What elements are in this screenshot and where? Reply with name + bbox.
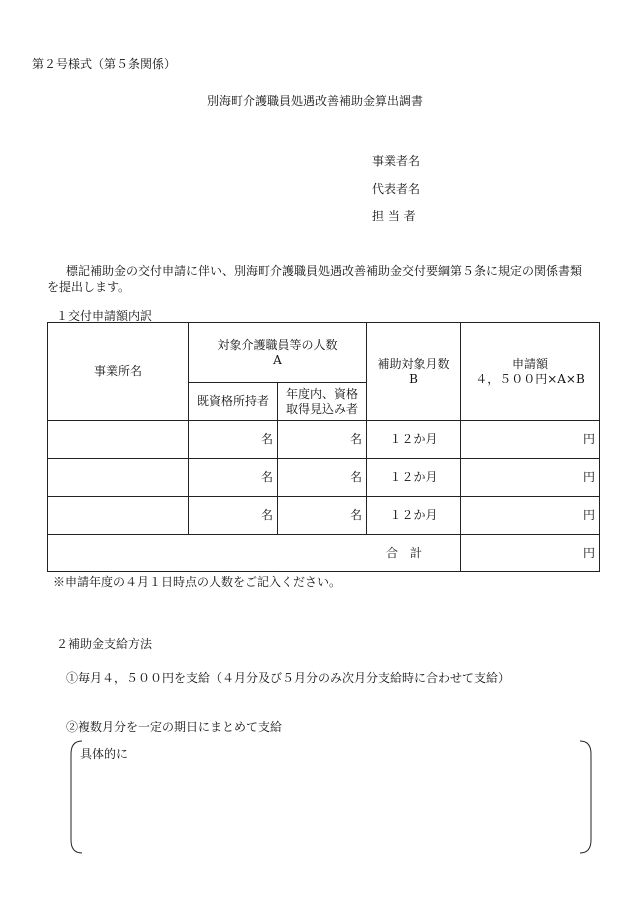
application-amount-table — [47, 322, 600, 572]
subheader-qualified: 既資格所持者 — [189, 383, 278, 421]
months-cell: １２か月 — [367, 497, 461, 535]
table-row — [48, 459, 600, 497]
document-title: 別海町介護職員処遇改善補助金算出調書 — [206, 94, 423, 108]
qualified-count-cell[interactable]: 名 — [189, 421, 278, 459]
representative-label: 代表者名 — [372, 182, 421, 196]
months-cell: １２か月 — [367, 459, 461, 497]
amount-cell[interactable]: 円 — [461, 497, 600, 535]
payment-option-2[interactable]: ②複数月分を一定の期日にまとめて支給 — [66, 720, 283, 734]
header-subsidy-months: 補助対象月数 B — [367, 323, 461, 421]
total-row — [48, 535, 600, 572]
header-office-name: 事業所名 — [48, 323, 189, 421]
expected-count-cell[interactable]: 名 — [278, 459, 367, 497]
total-amount-cell[interactable]: 円 — [461, 535, 600, 572]
intro-text-line1: 標記補助金の交付申請に伴い、別海町介護職員処遇改善補助金交付要綱第５条に規定の関係書類 — [66, 264, 583, 278]
intro-text-line2: を提出します。 — [47, 280, 131, 294]
qualified-count-cell[interactable]: 名 — [189, 459, 278, 497]
specifics-bracket-box[interactable] — [70, 740, 592, 854]
table-note: ※申請年度の４月１日時点の人数をご記入ください。 — [53, 575, 342, 589]
header-application-amount: 申請額 ４，５００円×A×B — [461, 323, 600, 421]
section1-title: １交付申請額内訳 — [56, 309, 153, 323]
office-name-cell[interactable] — [48, 497, 189, 535]
office-name-cell[interactable] — [48, 421, 189, 459]
expected-count-cell[interactable]: 名 — [278, 421, 367, 459]
form-number: 第２号様式（第５条関係） — [32, 57, 177, 71]
specifics-label: 具体的に — [80, 747, 129, 761]
contact-person-label: 担 当 者 — [372, 209, 416, 223]
header-staff-count: 対象介護職員等の人数 A — [189, 323, 367, 383]
table-row — [48, 497, 600, 535]
table-row — [48, 421, 600, 459]
section2-title: ２補助金支給方法 — [56, 637, 153, 651]
expected-count-cell[interactable]: 名 — [278, 497, 367, 535]
payment-option-1[interactable]: ①毎月４，５００円を支給（４月分及び５月分のみ次月分支給時に合わせて支給） — [66, 671, 511, 685]
qualified-count-cell[interactable]: 名 — [189, 497, 278, 535]
subheader-expected: 年度内、資格 取得見込み者 — [278, 383, 367, 421]
amount-cell[interactable]: 円 — [461, 421, 600, 459]
months-cell: １２か月 — [367, 421, 461, 459]
business-name-label: 事業者名 — [372, 154, 421, 168]
amount-cell[interactable]: 円 — [461, 459, 600, 497]
office-name-cell[interactable] — [48, 459, 189, 497]
total-label: 合 計 — [48, 535, 461, 572]
